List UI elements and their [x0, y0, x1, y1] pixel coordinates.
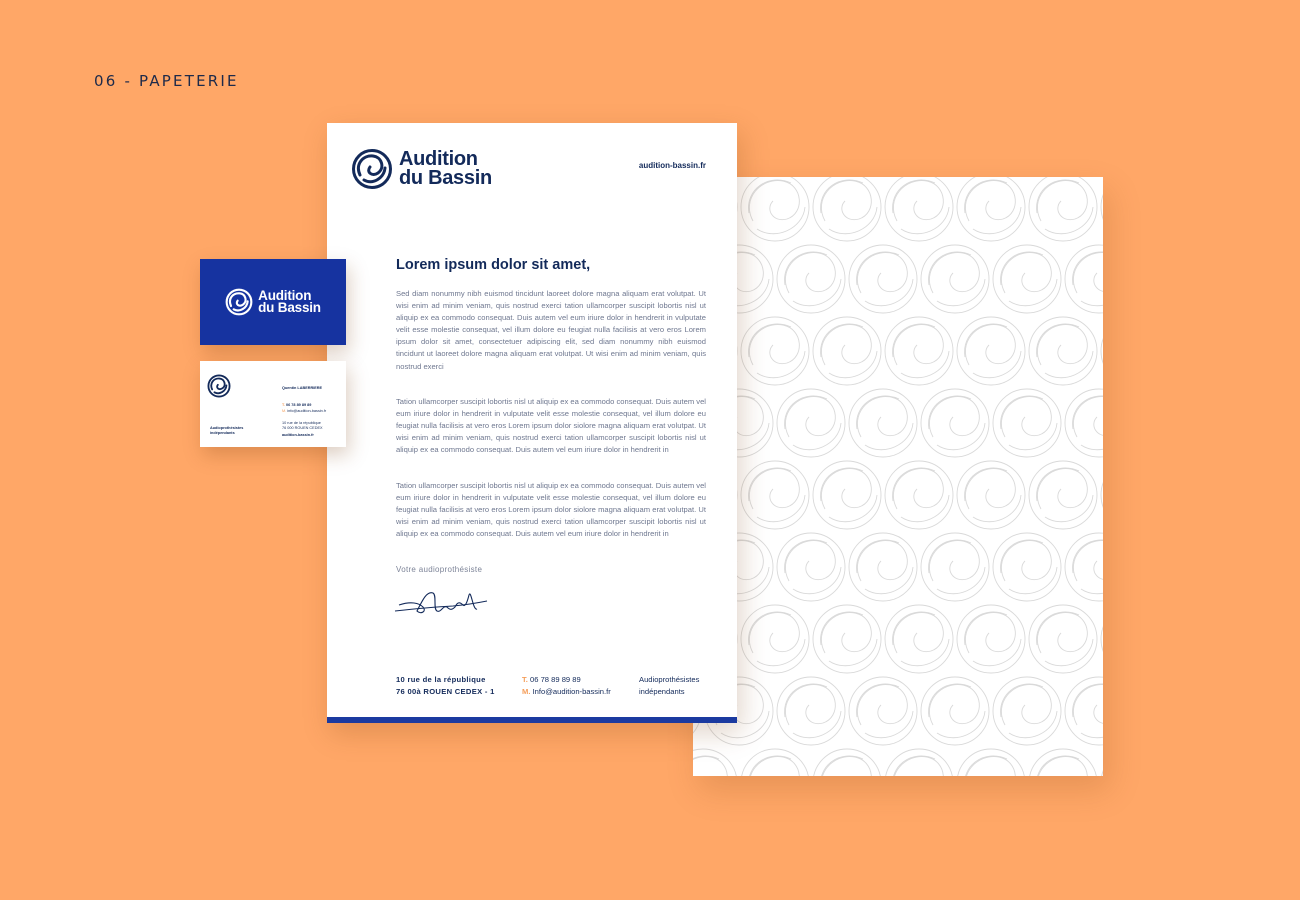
letter-tagline: Audioprothésistes indépendants [639, 675, 700, 696]
letter-heading: Lorem ipsum dolor sit amet, [396, 257, 591, 273]
letter-signoff: Votre audioprothésiste [396, 565, 483, 574]
wave-pattern [693, 177, 1103, 776]
wave-pattern-motif [885, 177, 953, 241]
wave-pattern-motif [741, 605, 809, 673]
wave-pattern-motif [1065, 389, 1103, 457]
wave-pattern-motif [813, 177, 881, 241]
wave-pattern-motif [741, 461, 809, 529]
wave-pattern-motif [1065, 245, 1103, 313]
wave-pattern-motif [1029, 461, 1097, 529]
wave-pattern-motif [1101, 317, 1103, 385]
business-card-back [200, 361, 346, 447]
wave-pattern-motif [777, 245, 845, 313]
wave-pattern-motif [849, 245, 917, 313]
wave-pattern-motif [741, 749, 809, 776]
wave-pattern-motif [849, 389, 917, 457]
wave-pattern-motif [777, 533, 845, 601]
wave-pattern-motif [885, 317, 953, 385]
wave-pattern-motif [957, 461, 1025, 529]
brand-wave-icon [225, 288, 253, 316]
wave-pattern-motif [813, 461, 881, 529]
wave-pattern-motif [813, 317, 881, 385]
letter-paragraph: Tation ullamcorper suscipit lobortis nisl ut aliquip ex ea commodo consequat. Duis autem vel eum iriure dolor in hendrerit in vulputate velit esse molestie consequat, vel illum dolore eu feugiat nulla facilisis at vero eros Lorem ipsum dolor siolore magna aliquam erat volutpat. Ut wisi enim ad minim veniam, quis nostrud exerci tation ullamcorper suscipit lobortis nisl ut aliquip ex ea commodo consequat. Duis autem vel eum iriure dolor in hendrerit in [396, 397, 706, 455]
wave-pattern-motif [993, 245, 1061, 313]
wave-pattern-motif [1101, 605, 1103, 673]
wave-pattern-motif [957, 317, 1025, 385]
wave-pattern-motif [849, 677, 917, 745]
wave-pattern-motif [849, 533, 917, 601]
letter-paragraph: Sed diam nonummy nibh euismod tincidunt laoreet dolore magna aliquam erat volutpat. Ut wisi enim ad minim veniam, quis nostrud exerci tation ullamcorper suscipit lobortis nisl ut aliquip ex ea commodo consequat. Duis autem vel eum iriure dolor in hendrerit in vulputate velit esse molestie consequat, vel illum dolore eu feugiat nulla facilisis at vero eros Lorem ipsum dolor sit amet, consectetuer adipiscing elit, sed diam nonummy nibh euismod tincidunt ut laoreet dolore magna aliquam erat volutpat. Ut wisi enim ad minim veniam, quis nostrud exerci [396, 289, 706, 371]
wave-pattern-motif [1029, 749, 1097, 776]
wave-pattern-motif [1101, 177, 1103, 241]
wave-pattern-motif [1029, 317, 1097, 385]
wave-pattern-motif [885, 461, 953, 529]
wave-pattern-motif [1101, 461, 1103, 529]
card-address: 10 rue de la république 76 000 ROUEN CEDEX [282, 421, 323, 430]
card-mail: M. info@audition-bassin.fr [282, 409, 327, 413]
wave-pattern-motif [813, 749, 881, 776]
brand-wave-icon [207, 374, 231, 398]
wave-pattern-motif [1101, 749, 1103, 776]
card-tagline: Audioprothésistes indépendants [210, 426, 244, 435]
wave-pattern-motif [777, 677, 845, 745]
pattern-sheet [693, 177, 1103, 776]
letter-contact: T. 06 78 89 89 89 M. Info@audition-bassin.fr [522, 675, 611, 696]
brand-wave-icon [351, 148, 393, 190]
wave-pattern-motif [741, 317, 809, 385]
letter-logo [351, 148, 492, 190]
wave-pattern-motif [1029, 605, 1097, 673]
card-website: audition-bassin.fr [282, 433, 314, 437]
wave-pattern-motif [693, 749, 737, 776]
section-title: 06 - PAPETERIE [94, 72, 239, 90]
letter-paragraph: Tation ullamcorper suscipit lobortis nisl ut aliquip ex ea commodo consequat. Duis autem vel eum iriure dolor in hendrerit in vulputate velit esse molestie consequat, vel illum dolore eu feugiat nulla facilisis at vero eros Lorem ipsum dolor siolore magna aliquam erat volutpat. Ut wisi enim ad minim veniam, quis nostrud exerci tation ullamcorper suscipit lobortis nisl ut aliquip ex ea commodo consequat. Duis autem vel eum iriure dolor in hendrerit in [396, 481, 706, 539]
wave-pattern-motif [993, 677, 1061, 745]
brand-name: Audition du Bassin [258, 287, 321, 315]
wave-pattern-motif [921, 677, 989, 745]
wave-pattern-motif [1029, 177, 1097, 241]
card-phone: T. 06 78 89 89 89 [282, 403, 312, 407]
letter-address: 10 rue de la république 76 00à ROUEN CEDEX - 1 [396, 675, 495, 696]
wave-pattern-motif [813, 605, 881, 673]
signature-icon [393, 581, 489, 621]
brand-name: Audition du Bassin [399, 148, 492, 189]
letterhead [327, 123, 737, 723]
wave-pattern-motif [741, 177, 809, 241]
wave-pattern-motif [921, 245, 989, 313]
wave-pattern-motif [957, 177, 1025, 241]
wave-pattern-motif [993, 389, 1061, 457]
wave-pattern-motif [921, 389, 989, 457]
wave-pattern-motif [1065, 533, 1103, 601]
wave-pattern-motif [957, 749, 1025, 776]
wave-pattern-motif [957, 605, 1025, 673]
card-name: Quentin LABERRIERE [282, 386, 323, 390]
wave-pattern-motif [885, 605, 953, 673]
letter-footer-bar [327, 717, 737, 723]
letter-website: audition-bassin.fr [638, 161, 706, 170]
wave-pattern-motif [1065, 677, 1103, 745]
wave-pattern-motif [885, 749, 953, 776]
wave-pattern-motif [777, 389, 845, 457]
business-card-front [200, 259, 346, 345]
wave-pattern-motif [993, 533, 1061, 601]
wave-pattern-motif [921, 533, 989, 601]
